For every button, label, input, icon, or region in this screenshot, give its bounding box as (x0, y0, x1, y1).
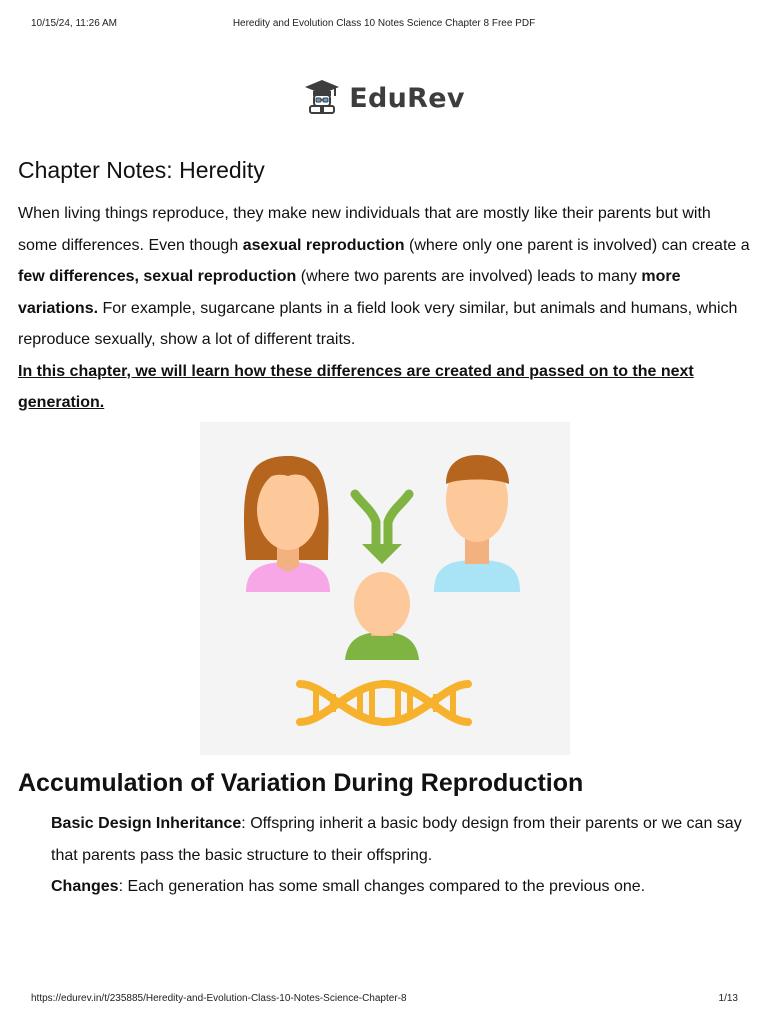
list-item (51, 871, 751, 903)
intro-text-1: When living things reproduce, they make new individuals that are mostly like their parents but with some differences. Even though (18, 205, 711, 254)
chapter-goal-link[interactable]: In this chapter, we will learn how these differences are created and passed on to the next generation. (18, 362, 694, 411)
main-content (18, 150, 753, 419)
merge-arrow-icon (355, 494, 409, 564)
edurev-logo[interactable] (0, 76, 768, 120)
parents-child-dna-illustration (200, 422, 570, 755)
mother-figure (244, 456, 330, 592)
intro-paragraph (18, 198, 753, 356)
list-item-text: : Each generation has some small changes compared to the previous one. (118, 878, 646, 895)
logo-text: EduRev (349, 82, 465, 114)
print-header (0, 18, 768, 34)
print-date: 10/15/24, 11:26 AM (31, 18, 117, 29)
dna-icon (300, 684, 468, 722)
intro-bold-sexual: few differences, sexual reproduction (18, 268, 297, 285)
print-footer (0, 993, 768, 1009)
intro-bold-variations: more variations. (18, 268, 681, 317)
list-item (51, 808, 751, 871)
section-heading: Accumulation of Variation During Reproduction (18, 769, 584, 797)
list-item-text: : Offspring inherit a basic body design from their parents or we can say that parents pass the basic structure to their offspring. (51, 815, 742, 864)
print-document-title: Heredity and Evolution Class 10 Notes Science Chapter 8 Free PDF (232, 18, 536, 29)
page-number: 1/13 (718, 993, 738, 1004)
page-url-link[interactable]: https://edurev.in/t/235885/Heredity-and-Evolution-Class-10-Notes-Science-Chapter-8 (31, 993, 407, 1004)
intro-text-4: For example, sugarcane plants in a field look very similar, but animals and humans, which reproduce sexually, show a lot of different traits. (18, 299, 738, 348)
list-item-label: Basic Design Inheritance (51, 815, 242, 832)
graduation-cap-student-icon (303, 78, 341, 119)
section-body (51, 808, 751, 903)
list-item-label: Changes (51, 878, 119, 895)
father-figure (434, 455, 520, 592)
child-figure (345, 572, 419, 660)
intro-text-2: (where only one parent is involved) can create a (404, 236, 750, 254)
intro-bold-asexual: asexual reproduction (242, 236, 405, 254)
chapter-title: Chapter Notes: Heredity (18, 157, 265, 183)
intro-text-3: (where two parents are involved) leads to many (296, 268, 642, 285)
